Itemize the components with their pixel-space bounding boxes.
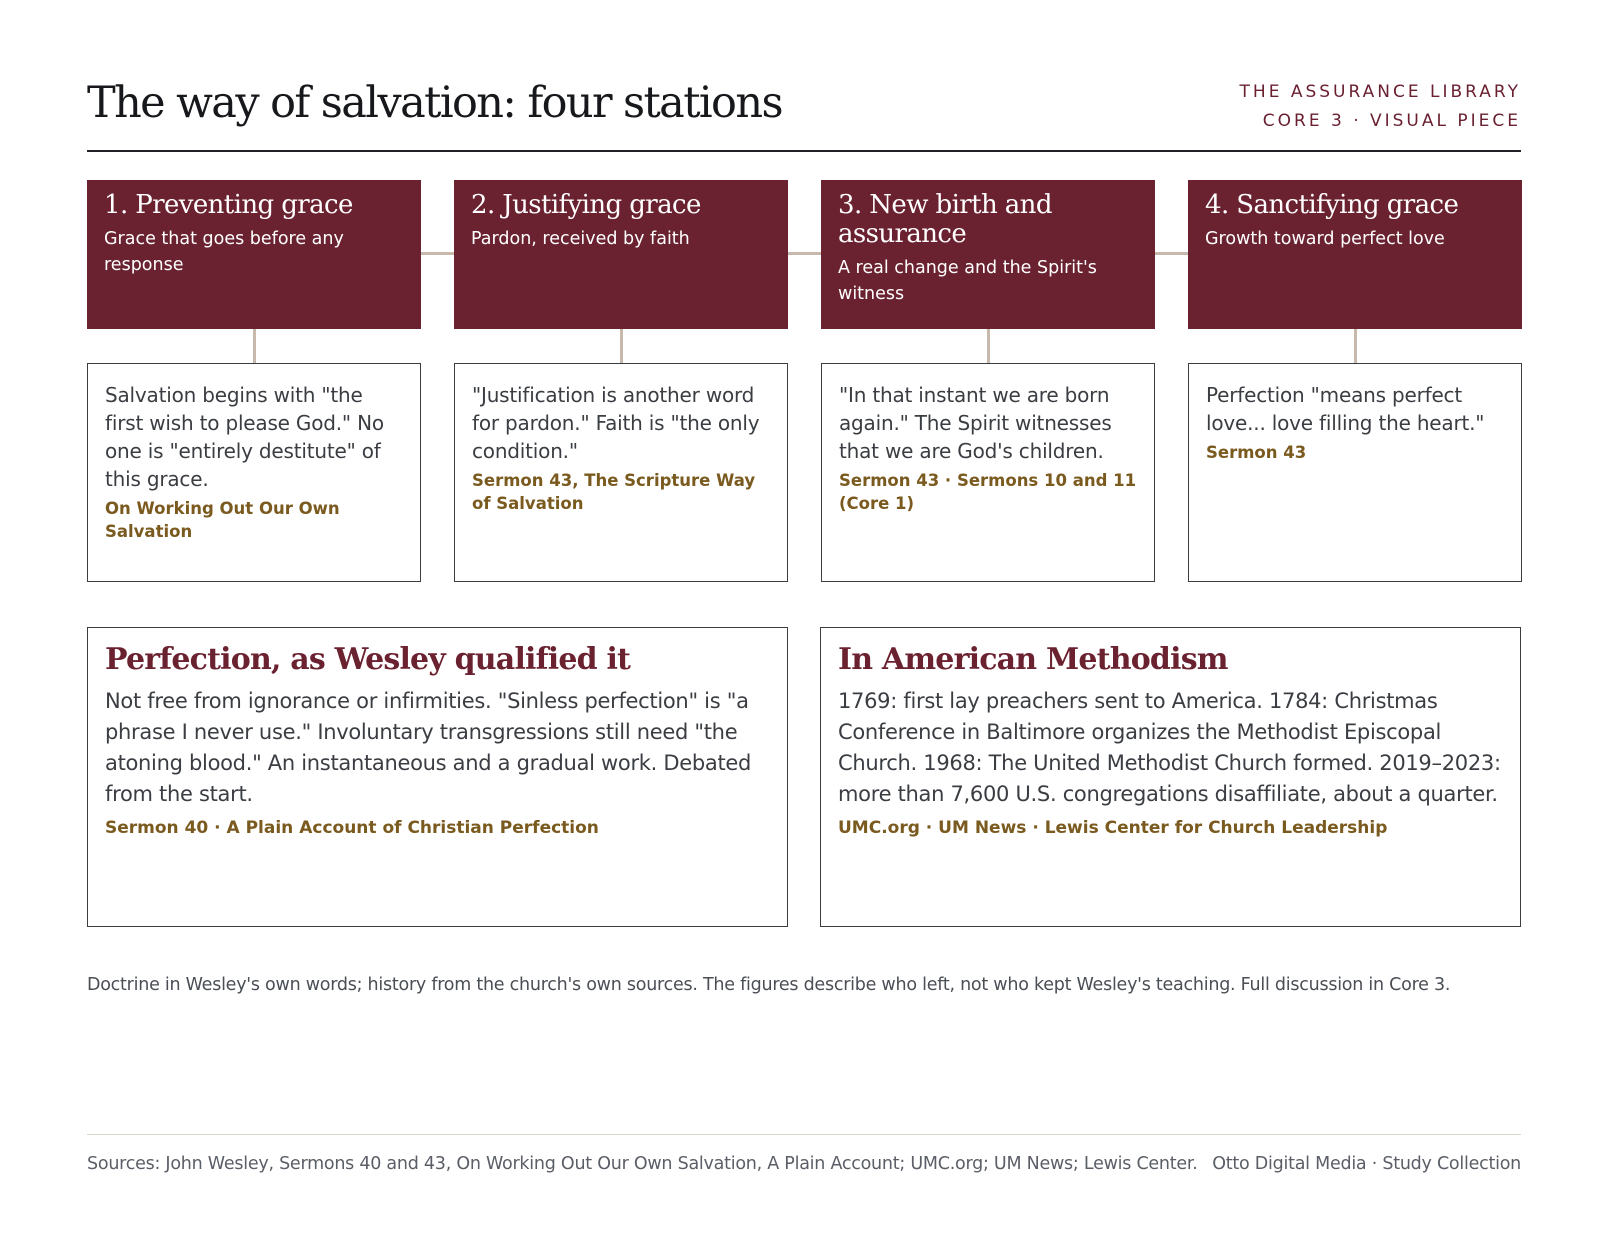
series-tag <box>1240 78 1521 136</box>
quote-box-new-birth-assurance <box>821 363 1155 582</box>
panel-perfection <box>87 627 788 927</box>
connector-station-4-quote <box>1354 329 1357 363</box>
panel-body: Not free from ignorance or infirmities. "Sinless perfection" is "a phrase I never use." Involuntary transgressions still need "the atoning blood." An instantaneous and a gradual work. Debated from the start. <box>105 689 752 806</box>
quote-box-sanctifying-grace <box>1188 363 1522 582</box>
station-preventing-grace <box>87 180 421 329</box>
station-name: 4. Sanctifying grace <box>1205 190 1459 220</box>
quote-text: "In that instant we are born again." The Spirit witnesses that we are God's children. <box>839 383 1112 463</box>
series-tag-line-1: THE ASSURANCE LIBRARY <box>1239 82 1521 102</box>
panel-title: Perfection, as Wesley qualified it <box>105 642 631 677</box>
station-justifying-grace <box>454 180 788 329</box>
connector-1-2 <box>421 252 454 255</box>
quote-box-preventing-grace <box>87 363 421 582</box>
quote-citation: Sermon 43 · Sermons 10 and 11 (Core 1) <box>839 471 1137 513</box>
panel-american-methodism <box>820 627 1521 927</box>
page <box>87 0 1521 1236</box>
station-subtitle: A real change and the Spirit's witness <box>838 258 1097 304</box>
quote-citation: Sermon 43, The Scripture Way of Salvation <box>472 471 756 513</box>
station-sanctifying-grace <box>1188 180 1522 329</box>
quote-box-justifying-grace <box>454 363 788 582</box>
panel-citation: UMC.org · UM News · Lewis Center for Church Leadership <box>838 818 1388 838</box>
header <box>87 72 1521 152</box>
quote-text: "Justification is another word for pardon." Faith is "the only condition." <box>472 383 760 463</box>
station-new-birth-assurance <box>821 180 1155 329</box>
connector-station-2-quote <box>620 329 623 363</box>
stations-flow <box>87 180 1521 582</box>
connector-station-1-quote <box>253 329 256 363</box>
series-tag-line-2: CORE 3 · VISUAL PIECE <box>1262 111 1521 131</box>
quote-text: Salvation begins with "the first wish to please God." No one is "entirely destitute" of this grace. <box>105 383 384 491</box>
panel-title: In American Methodism <box>838 642 1228 677</box>
connector-station-3-quote <box>987 329 990 363</box>
station-subtitle: Pardon, received by faith <box>471 229 690 249</box>
connector-3-4 <box>1155 252 1188 255</box>
station-name: 2. Justifying grace <box>471 190 701 220</box>
quote-text: Perfection "means perfect love... love filling the heart." <box>1206 383 1485 435</box>
explanatory-note: Doctrine in Wesley's own words; history from the church's own sources. The figures describe who left, not who kept Wesley's teaching. Full discussion in Core 3. <box>87 975 1451 995</box>
page-title: The way of salvation: four stations <box>87 78 782 128</box>
station-name: 1. Preventing grace <box>104 190 353 220</box>
panel-body: 1769: first lay preachers sent to America. 1784: Christmas Conference in Baltimore organizes the Methodist Episcopal Church. 1968: The United Methodist Church formed. 2019–2023: more than 7,600 U.S. congregations disaffiliate, about a quarter. <box>838 689 1501 806</box>
footer-publisher: Otto Digital Media · Study Collection <box>1212 1154 1521 1174</box>
station-name: 3. New birth and assurance <box>838 190 1052 249</box>
connector-2-3 <box>788 252 821 255</box>
quote-citation: Sermon 43 <box>1206 443 1307 462</box>
footer <box>87 1134 1521 1174</box>
station-subtitle: Growth toward perfect love <box>1205 229 1445 249</box>
quote-citation: On Working Out Our Own Salvation <box>105 499 340 541</box>
station-subtitle: Grace that goes before any response <box>104 229 344 275</box>
panel-citation: Sermon 40 · A Plain Account of Christian Perfection <box>105 818 599 838</box>
footer-sources: Sources: John Wesley, Sermons 40 and 43, On Working Out Our Own Salvation, A Plain Account; UMC.org; UM News; Lewis Center. <box>87 1154 1198 1174</box>
